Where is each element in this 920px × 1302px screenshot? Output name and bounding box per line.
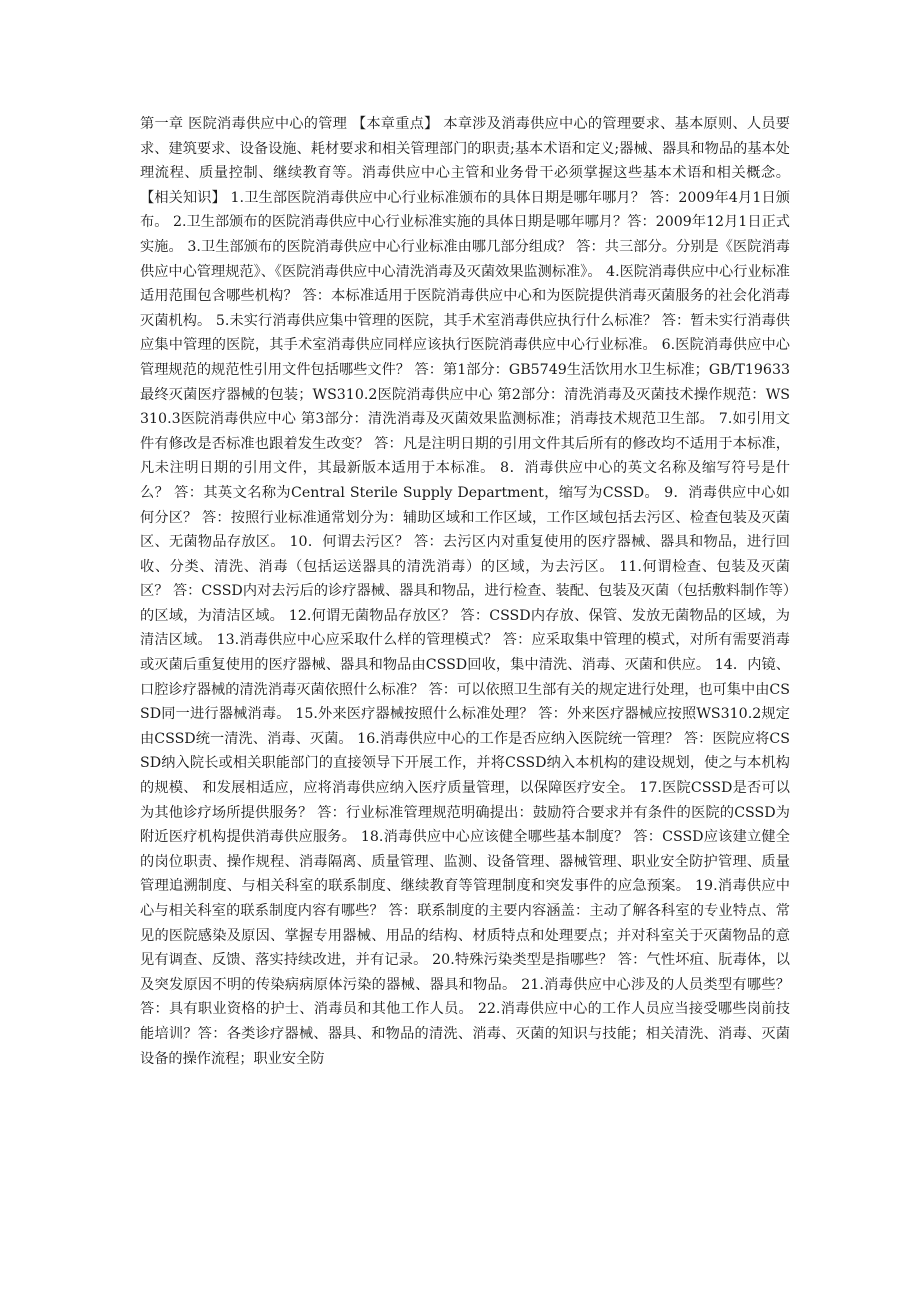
body-paragraph: 第一章 医院消毒供应中心的管理 【本章重点】 本章涉及消毒供应中心的管理要求、基本原则、人员要求、建筑要求、设备设施、耗材要求和相关管理部门的职责;基本术语和定义;器械、器具和物品的基本处理流程、质量控制、继续教育等。消毒供应中心主管和业务骨干必须掌握这些基本术语和相关概念。 【相关知识】 1.卫生部医院消毒供应中心行业标准颁布的具体日期是哪年哪月？ 答：2009年4月1日颁布。 2.卫生部颁布的医院消毒供应中心行业标准实施的具体日期是哪年哪月？答：2009年12月1日正式实施。 3.卫生部颁布的医院消毒供应中心行业标准由哪几部分组成？ 答：共三部分。分别是《医院消毒供应中心管理规范》、《医院消毒供应中心清洗消毒及灭菌效果监测标准》。 4.医院消毒供应中心行业标准适用范围包含哪些机构？ 答：本标准适用于医院消毒供应中心和为医院提供消毒灭菌服务的社会化消毒灭菌机构。 5.未实行消毒供应集中管理的医院，其手术室消毒供应执行什么标准？ 答：暂未实行消毒供应集中管理的医院，其手术室消毒供应同样应该执行医院消毒供应中心行业标准。 6.医院消毒供应中心管理规范的规范性引用文件包括哪些文件？ 答：第1部分：GB5749生活饮用水卫生标准；GB/T19633最终灭菌医疗器械的包装；WS310.2医院消毒供应中心 第2部分：清洗消毒及灭菌技术操作规范：WS310.3医院消毒供应中心 第3部分：清洗消毒及灭菌效果监测标准；消毒技术规范卫生部。 7.如引用文件有修改是否标准也跟着发生改变？ 答：凡是注明日期的引用文件其后所有的修改均不适用于本标准，凡未注明日期的引用文件，其最新版本适用于本标准。 8．消毒供应中心的英文名称及缩写符号是什么？ 答：其英文名称为Central Sterile Supply Department，缩写为CSSD。 9．消毒供应中心如何分区？ 答：按照行业标准通常划分为：辅助区域和工作区域，工作区域包括去污区、检查包装及灭菌区、无菌物品存放区。 10．何谓去污区？ 答：去污区内对重复使用的医疗器械、器具和物品，进行回收、分类、清洗、消毒（包括运送器具的清洗消毒）的区域，为去污区。 11.何谓检查、包装及灭菌区？ 答：CSSD内对去污后的诊疗器械、器具和物品，进行检查、装配、包装及灭菌（包括敷料制作等）的区域，为清洁区域。 12.何谓无菌物品存放区？ 答：CSSD内存放、保管、发放无菌物品的区域，为清洁区域。 13.消毒供应中心应采取什么样的管理模式？ 答：应采取集中管理的模式，对所有需要消毒或灭菌后重复使用的医疗器械、器具和物品由CSSD回收，集中清洗、消毒、灭菌和供应。 14．内镜、口腔诊疗器械的清洗消毒灭菌依照什么标准？ 答：可以依照卫生部有关的规定进行处理，也可集中由CSSD同一进行器械消毒。 15.外来医疗器械按照什么标准处理？ 答：外来医疗器械应按照WS310.2规定由CSSD统一清洗、消毒、灭菌。 16.消毒供应中心的工作是否应纳入医院统一管理？ 答：医院应将CSSD纳入院长或相关职能部门的直接领导下开展工作，并将CSSD纳入本机构的建设规划，使之与本机构的规模、 和发展相适应，应将消毒供应纳入医疗质量管理，以保障医疗安全。 17.医院CSSD是否可以为其他诊疗场所提供服务？ 答：行业标准管理规范明确提出：鼓励符合要求并有条件的医院的CSSD为附近医疗机构提供消毒供应服务。 18.消毒供应中心应该健全哪些基本制度？ 答：CSSD应该建立健全的岗位职责、操作规程、消毒隔离、质量管理、监测、设备管理、器械管理、职业安全防护管理、质量管理追溯制度、与相关科室的联系制度、继续教育等管理制度和突发事件的应急预案。 19.消毒供应中心与相关科室的联系制度内容有哪些？ 答：联系制度的主要内容涵盖：主动了解各科室的专业特点、常见的医院感染及原因、掌握专用器械、用品的结构、材质特点和处理要点；并对科室关于灭菌物品的意见有调查、反馈、落实持续改进，并有记录。 20.特殊污染类型是指哪些？ 答：气性坏疽、朊毒体，以及突发原因不明的传染病病原体污染的器械、器具和物品。 21.消毒供应中心涉及的人员类型有哪些？ 答：具有职业资格的护士、消毒员和其他工作人员。 22.消毒供应中心的工作人员应当接受哪些岗前技能培训？答：各类诊疗器械、器具、和物品的清洗、消毒、灭菌的知识与技能；相关清洗、消毒、灭菌设备的操作流程；职业安全防 [140,116,790,1067]
document-body [140,112,790,1071]
